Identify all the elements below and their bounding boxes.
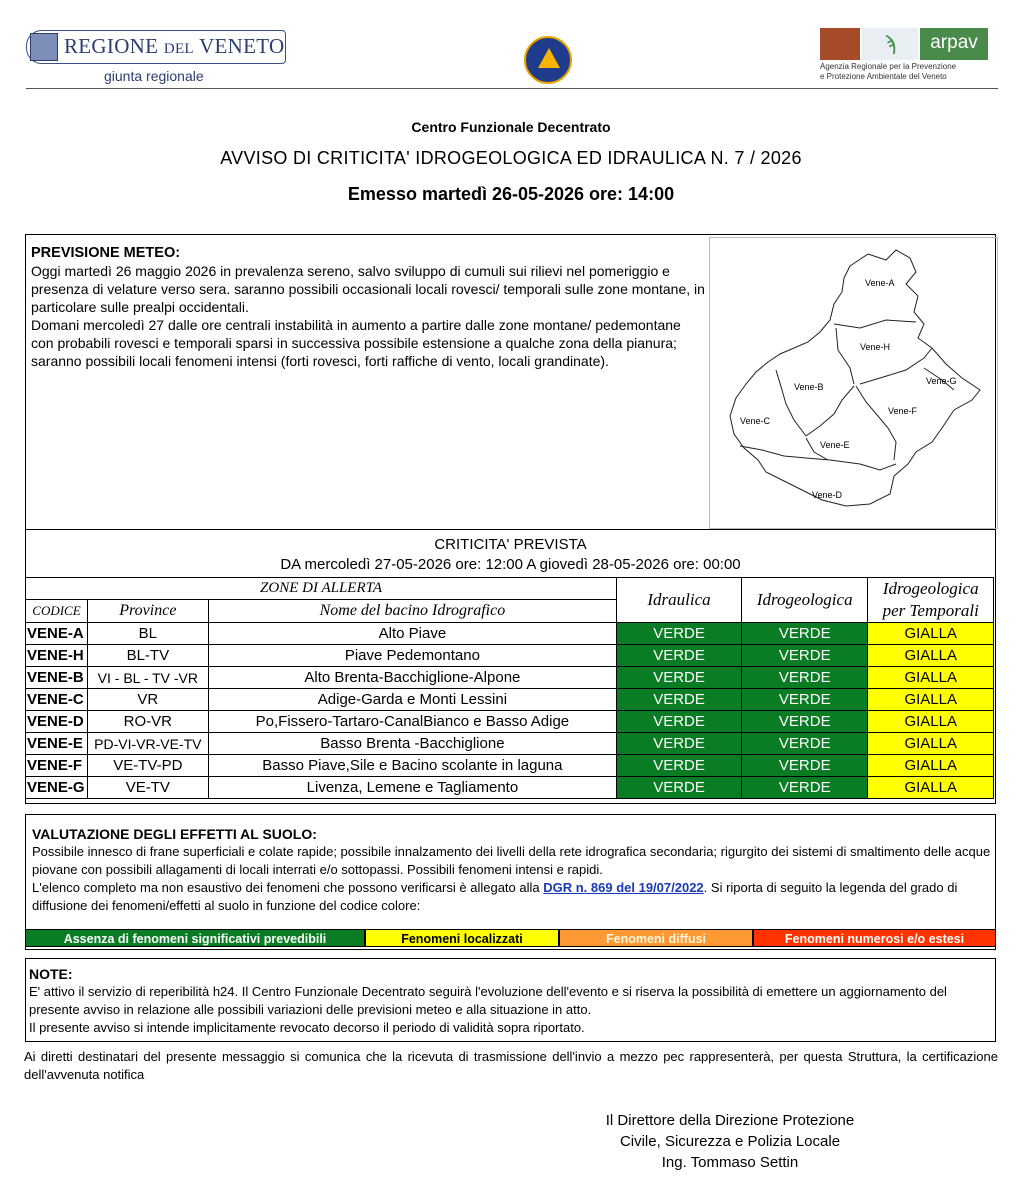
temporali-level: GIALLA [868,777,994,799]
temporali-level: GIALLA [868,689,994,711]
legend-red: Fenomeni numerosi e/o estesi [753,929,996,947]
zone-row [26,755,994,777]
zone-bacino: Piave Pedemontano [208,645,616,667]
zone-province: PD-VI-VR-VE-TV [87,733,208,755]
zone-province: BL-TV [87,645,208,667]
regione-title: REGIONE DEL VENETO [64,34,285,58]
col-bacino: Nome del bacino Idrografico [208,599,616,622]
zone-row [26,645,994,667]
zone-code: VENE-D [26,711,88,733]
map-border-h-b [836,328,854,384]
map-label-vene-c: Vene-C [740,416,771,426]
zone-row [26,689,994,711]
col-temporali: Idrogeologica per Temporali [868,578,994,623]
meteo-text [31,244,707,370]
zone-row [26,733,994,755]
idrogeologica-level: VERDE [742,711,868,733]
map-border-h-f [860,348,932,384]
color-legend [25,929,996,947]
zone-allerta-header: ZONE DI ALLERTA [26,578,617,600]
idraulica-level: VERDE [617,623,742,645]
zone-province: VI - BL - TV -VR [87,667,208,689]
idrogeologica-level: VERDE [742,645,868,667]
legend-yellow: Fenomeni localizzati [365,929,559,947]
criticita-period: DA mercoledì 27-05-2026 ore: 12:00 A giovedì 28-05-2026 ore: 00:00 [280,556,741,573]
zone-row [26,711,994,733]
zone-bacino: Alto Piave [208,623,616,645]
map-border-c-d [740,446,896,470]
map-label-vene-e: Vene-E [820,440,850,450]
emesso-line: Emesso martedì 26-05-2026 ore: 14:00 [347,184,675,204]
zone-province: VE-TV [87,777,208,799]
idrogeologica-level: VERDE [742,667,868,689]
zone-code: VENE-G [26,777,88,799]
note-heading: NOTE: [29,966,73,982]
zone-code: VENE-E [26,733,88,755]
zone-bacino: Adige-Garda e Monti Lessini [208,689,616,711]
map-label-vene-b: Vene-B [794,382,824,392]
zone-map-svg [710,238,997,528]
col-province: Province [87,599,208,622]
map-border-a-h [834,320,916,328]
map-label-vene-g: Vene-G [926,376,957,386]
valutazione-heading: VALUTAZIONE DEGLI EFFETTI AL SUOLO: [32,826,317,842]
valutazione-text [32,825,992,915]
zone-bacino: Basso Brenta -Bacchiglione [208,733,616,755]
signature-line-2: Civile, Sicurezza e Polizia Locale [619,1133,841,1150]
zone-row [26,667,994,689]
temporali-level: GIALLA [868,755,994,777]
zone-code: VENE-B [26,667,88,689]
idraulica-level: VERDE [617,689,742,711]
idrogeologica-level: VERDE [742,623,868,645]
map-label-vene-f: Vene-F [888,406,918,416]
temporali-level: GIALLA [868,667,994,689]
valutazione-paragraph-2: L'elenco completo ma non esaustivo dei fenomeni che possono verificarsi è allegato alla DGR n. 869 del 19/07/2022. Si riporta di seguito la legenda del grado di diffusione dei fenomeni/effetti al suolo in funzione del codice colore: [32,880,958,913]
zone-row [26,623,994,645]
map-border-b-c [776,370,806,436]
meteo-paragraph-2: Domani mercoledì 27 dalle ore centrali instabilità in aumento a partire dalle zone montane/ pedemontane con probabili rovesci e temporali sparsi in successiva possibile estensione a qualche zona della pianura; saranno possibili locali fenomeni intensi (forti rovesci, forti raffiche di vento, locali grandinate). [31,317,681,369]
temporali-level: GIALLA [868,623,994,645]
idraulica-level: VERDE [617,667,742,689]
idrogeologica-level: VERDE [742,689,868,711]
idraulica-level: VERDE [617,645,742,667]
col-idrogeologica: Idrogeologica [742,578,868,623]
zone-bacino: Alto Brenta-Bacchiglione-Alpone [208,667,616,689]
signature-line-1: Il Direttore della Direzione Protezione [605,1112,855,1129]
temporali-level: GIALLA [868,711,994,733]
map-border-e-f [856,386,896,460]
note-paragraph-1: E' attivo il servizio di reperibilità h24. Il Centro Funzionale Decentrato seguirà l'evoluzione dell'evento e si riserva la possibilità di emettere un aggiornamento del presente avviso in relazione alle possibili variazioni delle previsioni meteo e alla situazione in atto. [29,984,947,1017]
zone-row [26,777,994,799]
map-label-vene-h: Vene-H [860,342,891,352]
map-label-vene-d: Vene-D [812,490,843,500]
zone-bacino: Basso Piave,Sile e Bacino scolante in laguna [208,755,616,777]
avviso-title: AVVISO DI CRITICITA' IDROGEOLOGICA ED IDRAULICA N. 7 / 2026 [220,148,802,168]
idraulica-level: VERDE [617,755,742,777]
previsione-meteo-box [25,234,996,530]
criticita-table [25,577,994,799]
map-border-b-e [806,386,854,436]
regione-veneto-logo [26,30,288,90]
idraulica-level: VERDE [617,711,742,733]
valutazione-box [25,814,996,950]
legend-green: Assenza di fenomeni significativi prevedibili [25,929,365,947]
arpav-subtitle: Agenzia Regionale per la Prevenzione e Protezione Ambientale del Veneto [820,62,957,81]
dgr-link[interactable]: DGR n. 869 del 19/07/2022 [543,880,704,895]
note-paragraph-2: Il presente avviso si intende implicitamente revocato decorso il periodo di validità sopra riportato. [29,1020,585,1035]
zone-code: VENE-A [26,623,88,645]
idrogeologica-level: VERDE [742,733,868,755]
zone-bacino: Livenza, Lemene e Tagliamento [208,777,616,799]
idrogeologica-level: VERDE [742,777,868,799]
footer-text: Ai diretti destinatari del presente messaggio si comunica che la ricevuta di trasmissione dell'invio a mezzo pec rappresenterà, per questa Struttura, la certificazione dell'avvenuta notifica [24,1049,998,1082]
arpav-wordmark: arpav [920,28,988,60]
zone-province: VE-TV-PD [87,755,208,777]
zone-code: VENE-H [26,645,88,667]
arpav-logo [820,28,1000,86]
col-codice: CODICE [26,599,88,622]
legend-orange: Fenomeni diffusi [559,929,753,947]
wave-emblem-icon: ϡ [862,28,918,60]
zone-bacino: Po,Fissero-Tartaro-CanalBianco e Basso Adige [208,711,616,733]
temporali-level: GIALLA [868,733,994,755]
criticita-box [25,530,996,804]
zone-province: RO-VR [87,711,208,733]
valutazione-paragraph-1: Possibile innesco di frane superficiali e colate rapide; possibile innalzamento dei livelli della rete idrografica secondaria; rigurgito dei sistemi di smaltimento delle acque piovane con possibili allagamenti di locali interrati e/o sottopassi. Possibili fenomeni intensi e rapidi. [32,844,991,877]
idraulica-level: VERDE [617,777,742,799]
note-box [25,958,996,1042]
regione-subtitle: giunta regionale [104,68,204,84]
zone-code: VENE-C [26,689,88,711]
lion-emblem-icon [820,28,860,60]
temporali-level: GIALLA [868,645,994,667]
zone-province: VR [87,689,208,711]
criticita-title: CRITICITA' PREVISTA [434,536,587,553]
signature-block [560,1110,900,1173]
signature-line-3: Ing. Tommaso Settin [661,1154,799,1171]
zone-code: VENE-F [26,755,88,777]
zone-province: BL [87,623,208,645]
map-label-vene-a: Vene-A [865,278,895,288]
idrogeologica-level: VERDE [742,755,868,777]
header-divider [26,88,998,89]
zone-map [709,237,998,529]
meteo-paragraph-1: Oggi martedì 26 maggio 2026 in prevalenza sereno, salvo sviluppo di cumuli sui rilievi nel pomeriggio e presenza di velature verso sera. saranno possibili occasionali locali rovesci/ temporali sulle zone montane, in particolare sulle prealpi occidentali. [31,263,705,315]
note-text [29,965,994,1037]
col-idraulica: Idraulica [617,578,742,623]
meteo-heading: PREVISIONE METEO: [31,245,181,261]
idraulica-level: VERDE [617,733,742,755]
regione-crest-icon [30,33,58,61]
protezione-civile-logo-icon [524,36,572,84]
centro-title: Centro Funzionale Decentrato [411,119,611,135]
